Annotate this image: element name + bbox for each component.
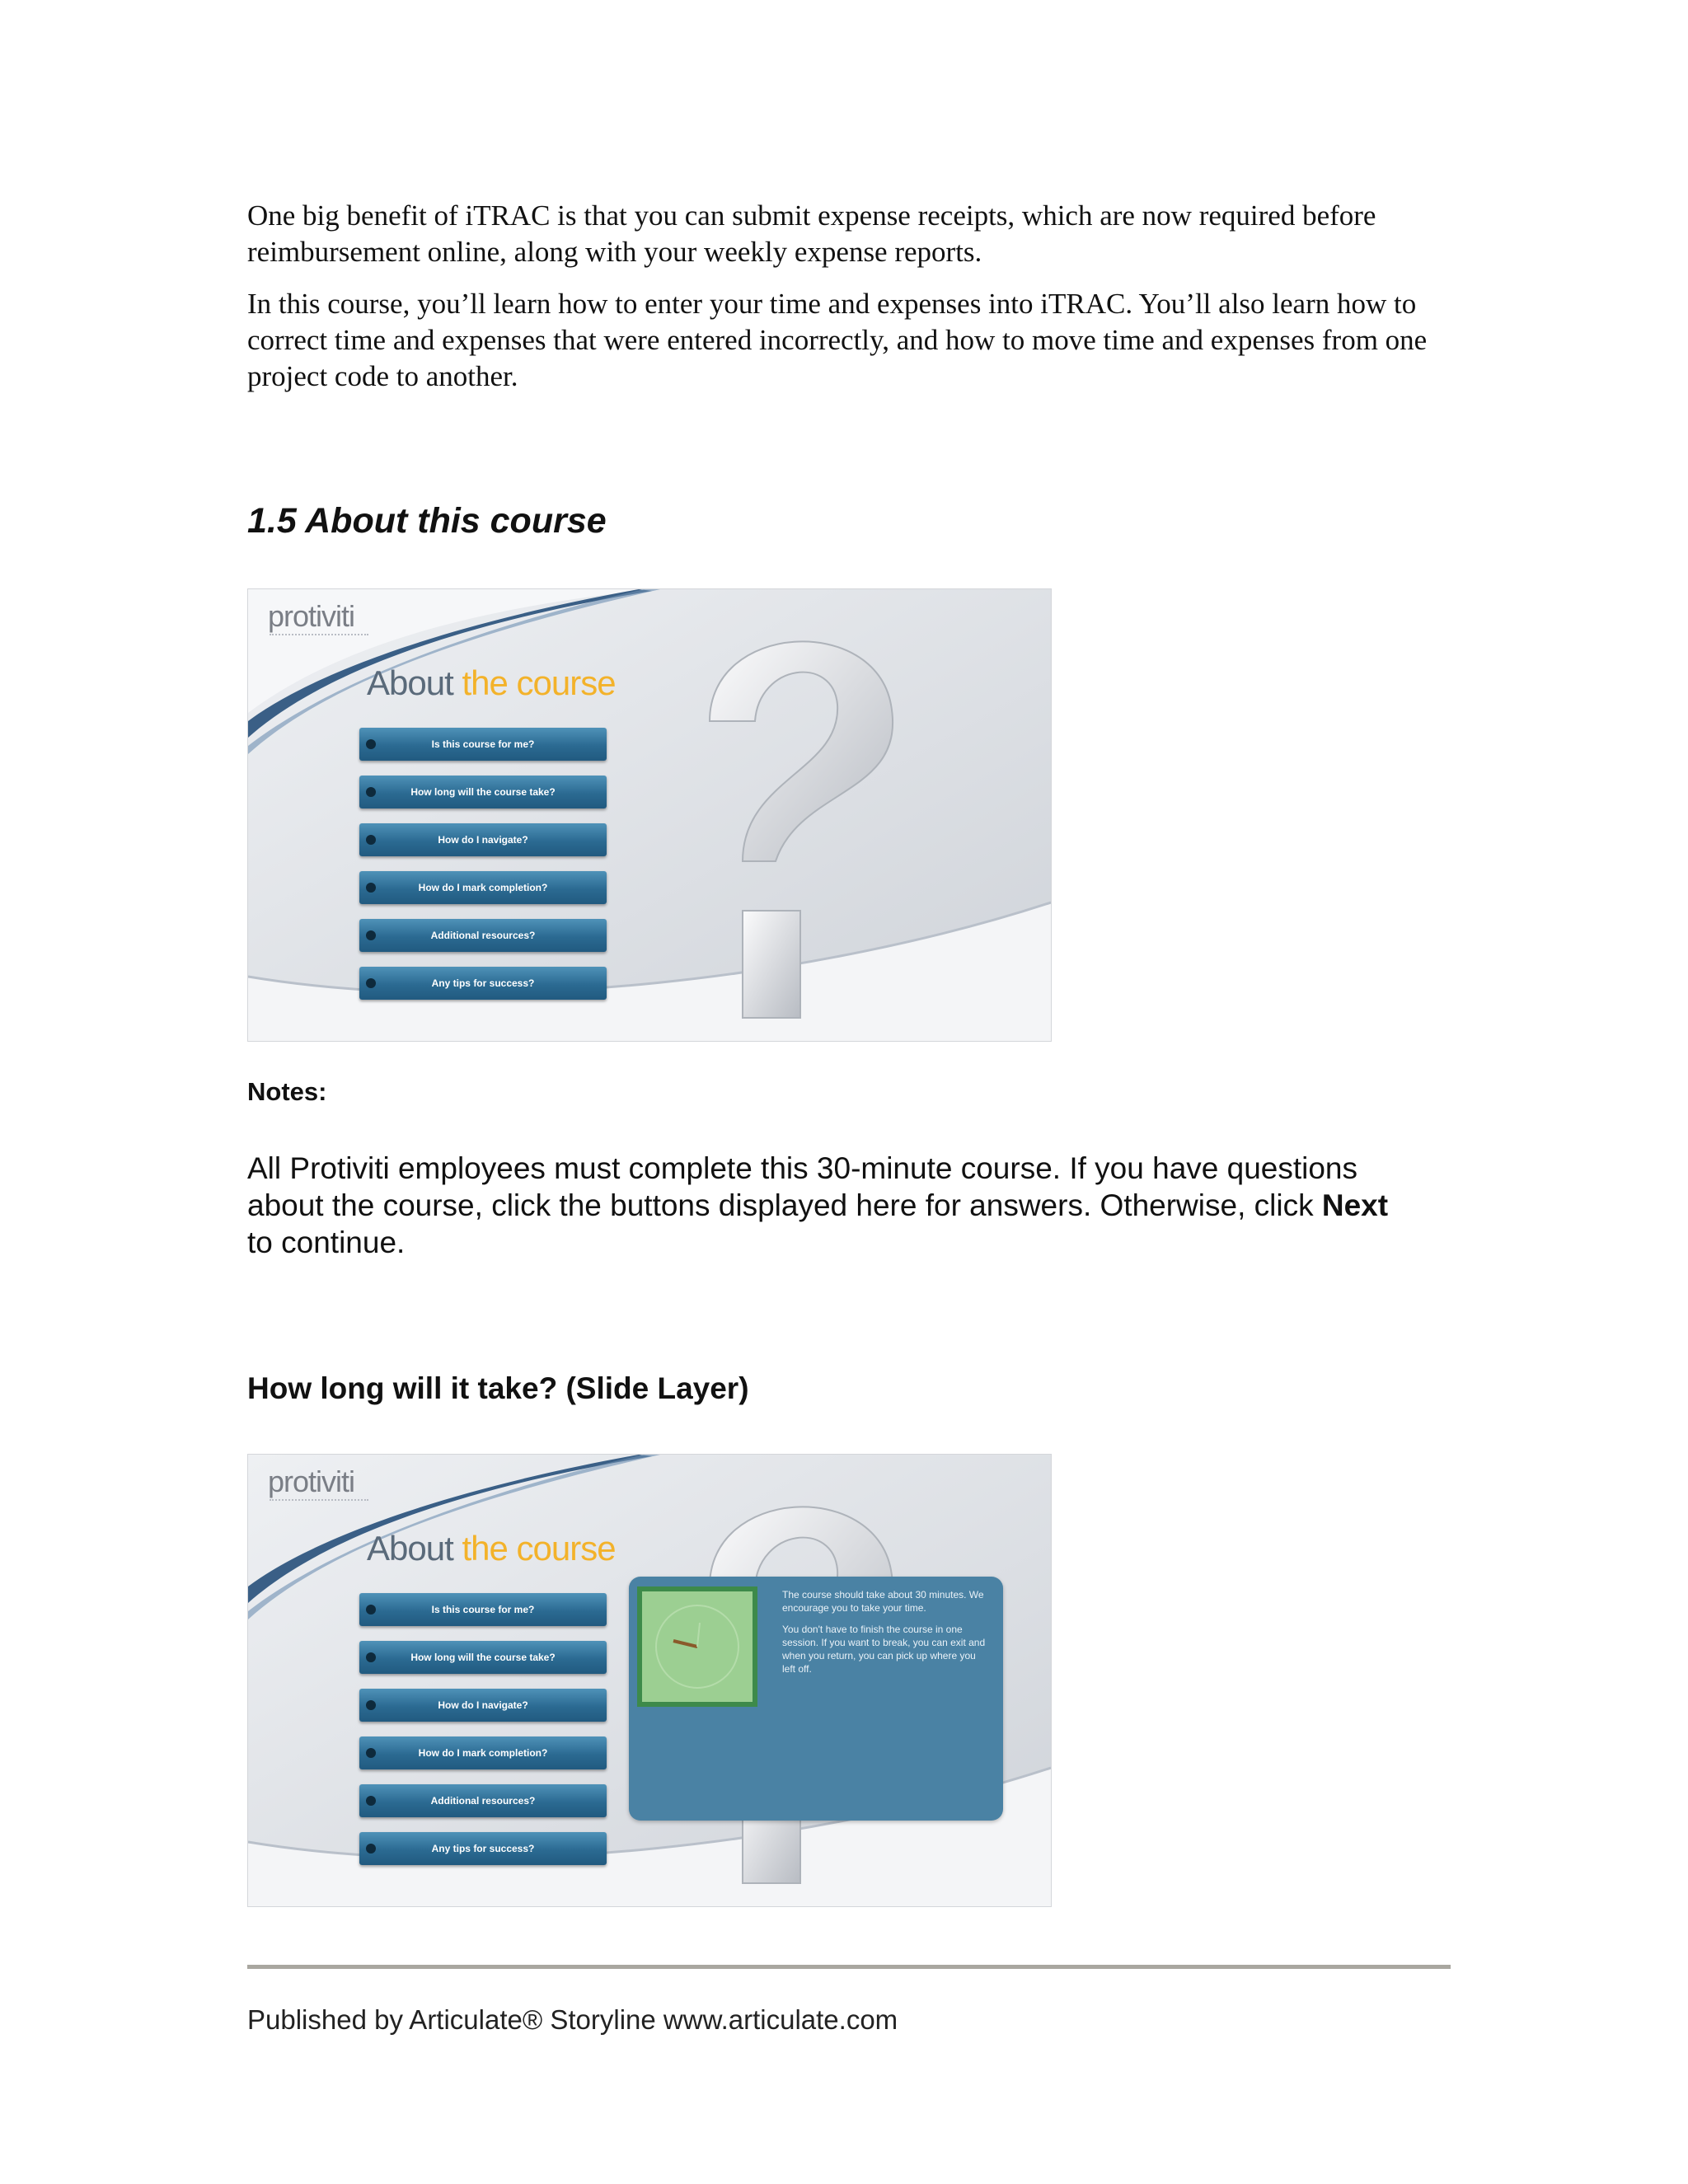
intro-paragraph-1: One big benefit of iTRAC is that you can submit expense receipts, which are now required before reimbursement online, along with your weekly expense reports. (247, 199, 1376, 268)
bullet-icon (366, 1700, 376, 1710)
bullet-icon (366, 1652, 376, 1662)
button-additional-resources[interactable]: Additional resources? (359, 1784, 607, 1817)
bullet-icon (366, 1748, 376, 1758)
footer-text: Published by Articulate® Storyline www.articulate.com (247, 2004, 898, 2035)
button-how-long[interactable]: How long will the course take? (359, 776, 607, 808)
button-mark-completion[interactable]: How do I mark completion? (359, 871, 607, 904)
footer-divider (247, 1965, 1451, 1969)
button-how-long[interactable]: How long will the course take? (359, 1641, 607, 1674)
layer-text-duration: The course should take about 30 minutes. We encourage you to take your time. (782, 1589, 984, 1614)
bullet-icon (366, 835, 376, 845)
layer-heading: How long will it take? (Slide Layer) (247, 1371, 749, 1405)
protiviti-logo: protiviti (268, 1465, 355, 1498)
bullet-icon (366, 1844, 376, 1854)
clock-icon (642, 1591, 753, 1702)
button-is-course-for-me[interactable]: Is this course for me? (359, 1593, 607, 1626)
slide-title: About the course (367, 1529, 616, 1568)
bullet-icon (366, 978, 376, 988)
notes-text: All Protiviti employees must complete this 30-minute course. If you have questions about the course, click the buttons displayed here for answers. Otherwise, click Next to continue. (247, 1151, 1389, 1259)
bullet-icon (366, 930, 376, 940)
bullet-icon (366, 1605, 376, 1615)
button-tips-for-success[interactable]: Any tips for success? (359, 1832, 607, 1865)
slide-image-about-course (247, 588, 1052, 1042)
button-how-navigate[interactable]: How do I navigate? (359, 1689, 607, 1722)
button-mark-completion[interactable]: How do I mark completion? (359, 1736, 607, 1769)
section-heading: 1.5 About this course (247, 501, 607, 541)
clock-image (637, 1586, 757, 1707)
button-additional-resources[interactable]: Additional resources? (359, 919, 607, 952)
notes-label: Notes: (247, 1077, 327, 1106)
slide-layer-panel (629, 1577, 1003, 1821)
logo-tagline (270, 634, 368, 644)
button-tips-for-success[interactable]: Any tips for success? (359, 967, 607, 1000)
button-how-navigate[interactable]: How do I navigate? (359, 823, 607, 856)
bullet-icon (366, 1796, 376, 1806)
layer-text-sessions: You don't have to finish the course in one session. If you want to break, you can exit and when you return, you can pick up where you left off. (782, 1624, 986, 1675)
bullet-icon (366, 739, 376, 749)
protiviti-logo: protiviti (268, 599, 355, 633)
slide-title: About the course (367, 663, 616, 702)
button-is-course-for-me[interactable]: Is this course for me? (359, 728, 607, 761)
logo-tagline (270, 1499, 368, 1509)
bullet-icon (366, 883, 376, 893)
intro-paragraph-2: In this course, you’ll learn how to enter your time and expenses into iTRAC. You’ll also learn how to correct time and expenses that were entered incorrectly, and how to move time and expenses from one project code to another. (247, 288, 1428, 392)
slide-image-how-long-layer (247, 1454, 1052, 1907)
bullet-icon (366, 787, 376, 797)
